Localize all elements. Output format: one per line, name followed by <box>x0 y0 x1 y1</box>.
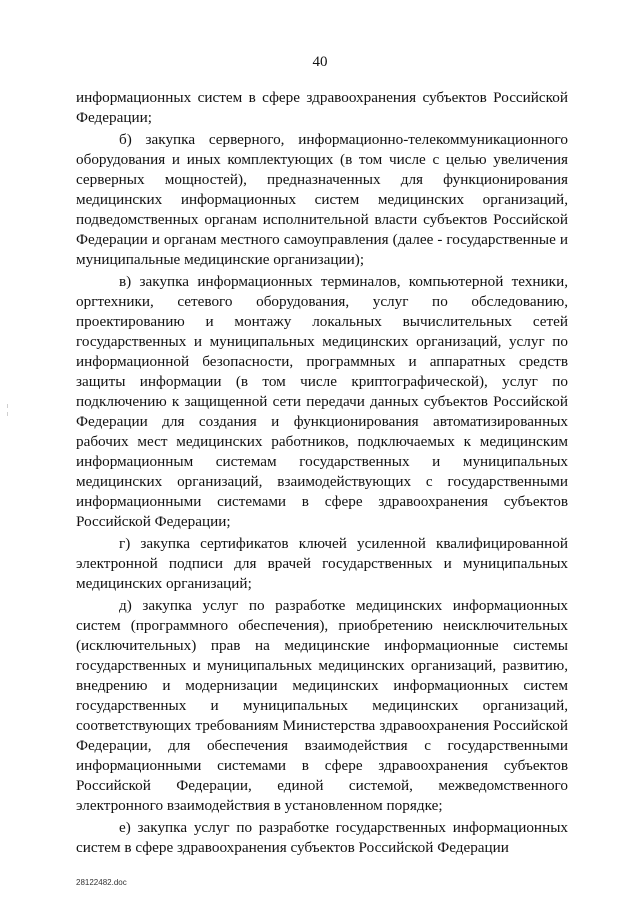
scan-margin-mark <box>7 412 8 416</box>
paragraph-item-v: в) закупка информационных терминалов, компьютерной техники, оргтехники, сетевого оборудования, услуг по обследованию, проектированию и монтажу локальных вычислительных сетей государственных и муниципальных медицинских организаций, услуг по информационной безопасности, программных и аппаратных средств защиты информации (в том числе криптографической), услуг по подключению к защищенной сети передачи данных субъектов Российской Федерации для создания и функционирования автоматизированных рабочих мест медицинских работников, подключаемых к медицинским информационным системам государственных и муниципальных медицинских организаций, взаимодействующих с государственными информационными системами в сфере здравоохранения субъектов Российской Федерации; <box>76 273 568 530</box>
paragraph-item-d: д) закупка услуг по разработке медицинских информационных систем (программного обеспечения), приобретению неисключительных (исключительных) прав на медицинские информационные системы государственных и муниципальных медицинских организаций, развитию, внедрению и модернизации медицинских информационных систем государственных и муниципальных медицинских организаций, соответствующих требованиям Министерства здравоохранения Российской Федерации, для обеспечения взаимодействия с государственными информационными системами в сфере здравоохранения субъектов Российской Федерации, единой системой, межведомственного электронного взаимодействия в установленном порядке; <box>76 597 568 814</box>
document-body <box>76 88 568 858</box>
paragraph-item-e: е) закупка услуг по разработке государственных информационных систем в сфере здравоохранения субъектов Российской Федерации <box>76 819 568 856</box>
page-number: 40 <box>312 54 328 70</box>
scan-margin-mark <box>7 404 8 408</box>
paragraph-item-g: г) закупка сертификатов ключей усиленной квалифицированной электронной подписи для врачей государственных и муниципальных медицинских организаций; <box>76 535 568 592</box>
paragraph-item-b: б) закупка серверного, информационно-телекоммуникационного оборудования и иных комплектующих (в том числе с целью увеличения серверных мощностей), предназначенных для функционирования медицинских информационных систем медицинских организаций, подведомственных органам исполнительной власти субъектов Российской Федерации и органам местного самоуправления (далее - государственные и муниципальные медицинские организации); <box>76 131 568 268</box>
paragraph-continuation: информационных систем в сфере здравоохранения субъектов Российской Федерации; <box>76 89 568 126</box>
footer-file-code: 28122482.doc <box>76 878 127 887</box>
